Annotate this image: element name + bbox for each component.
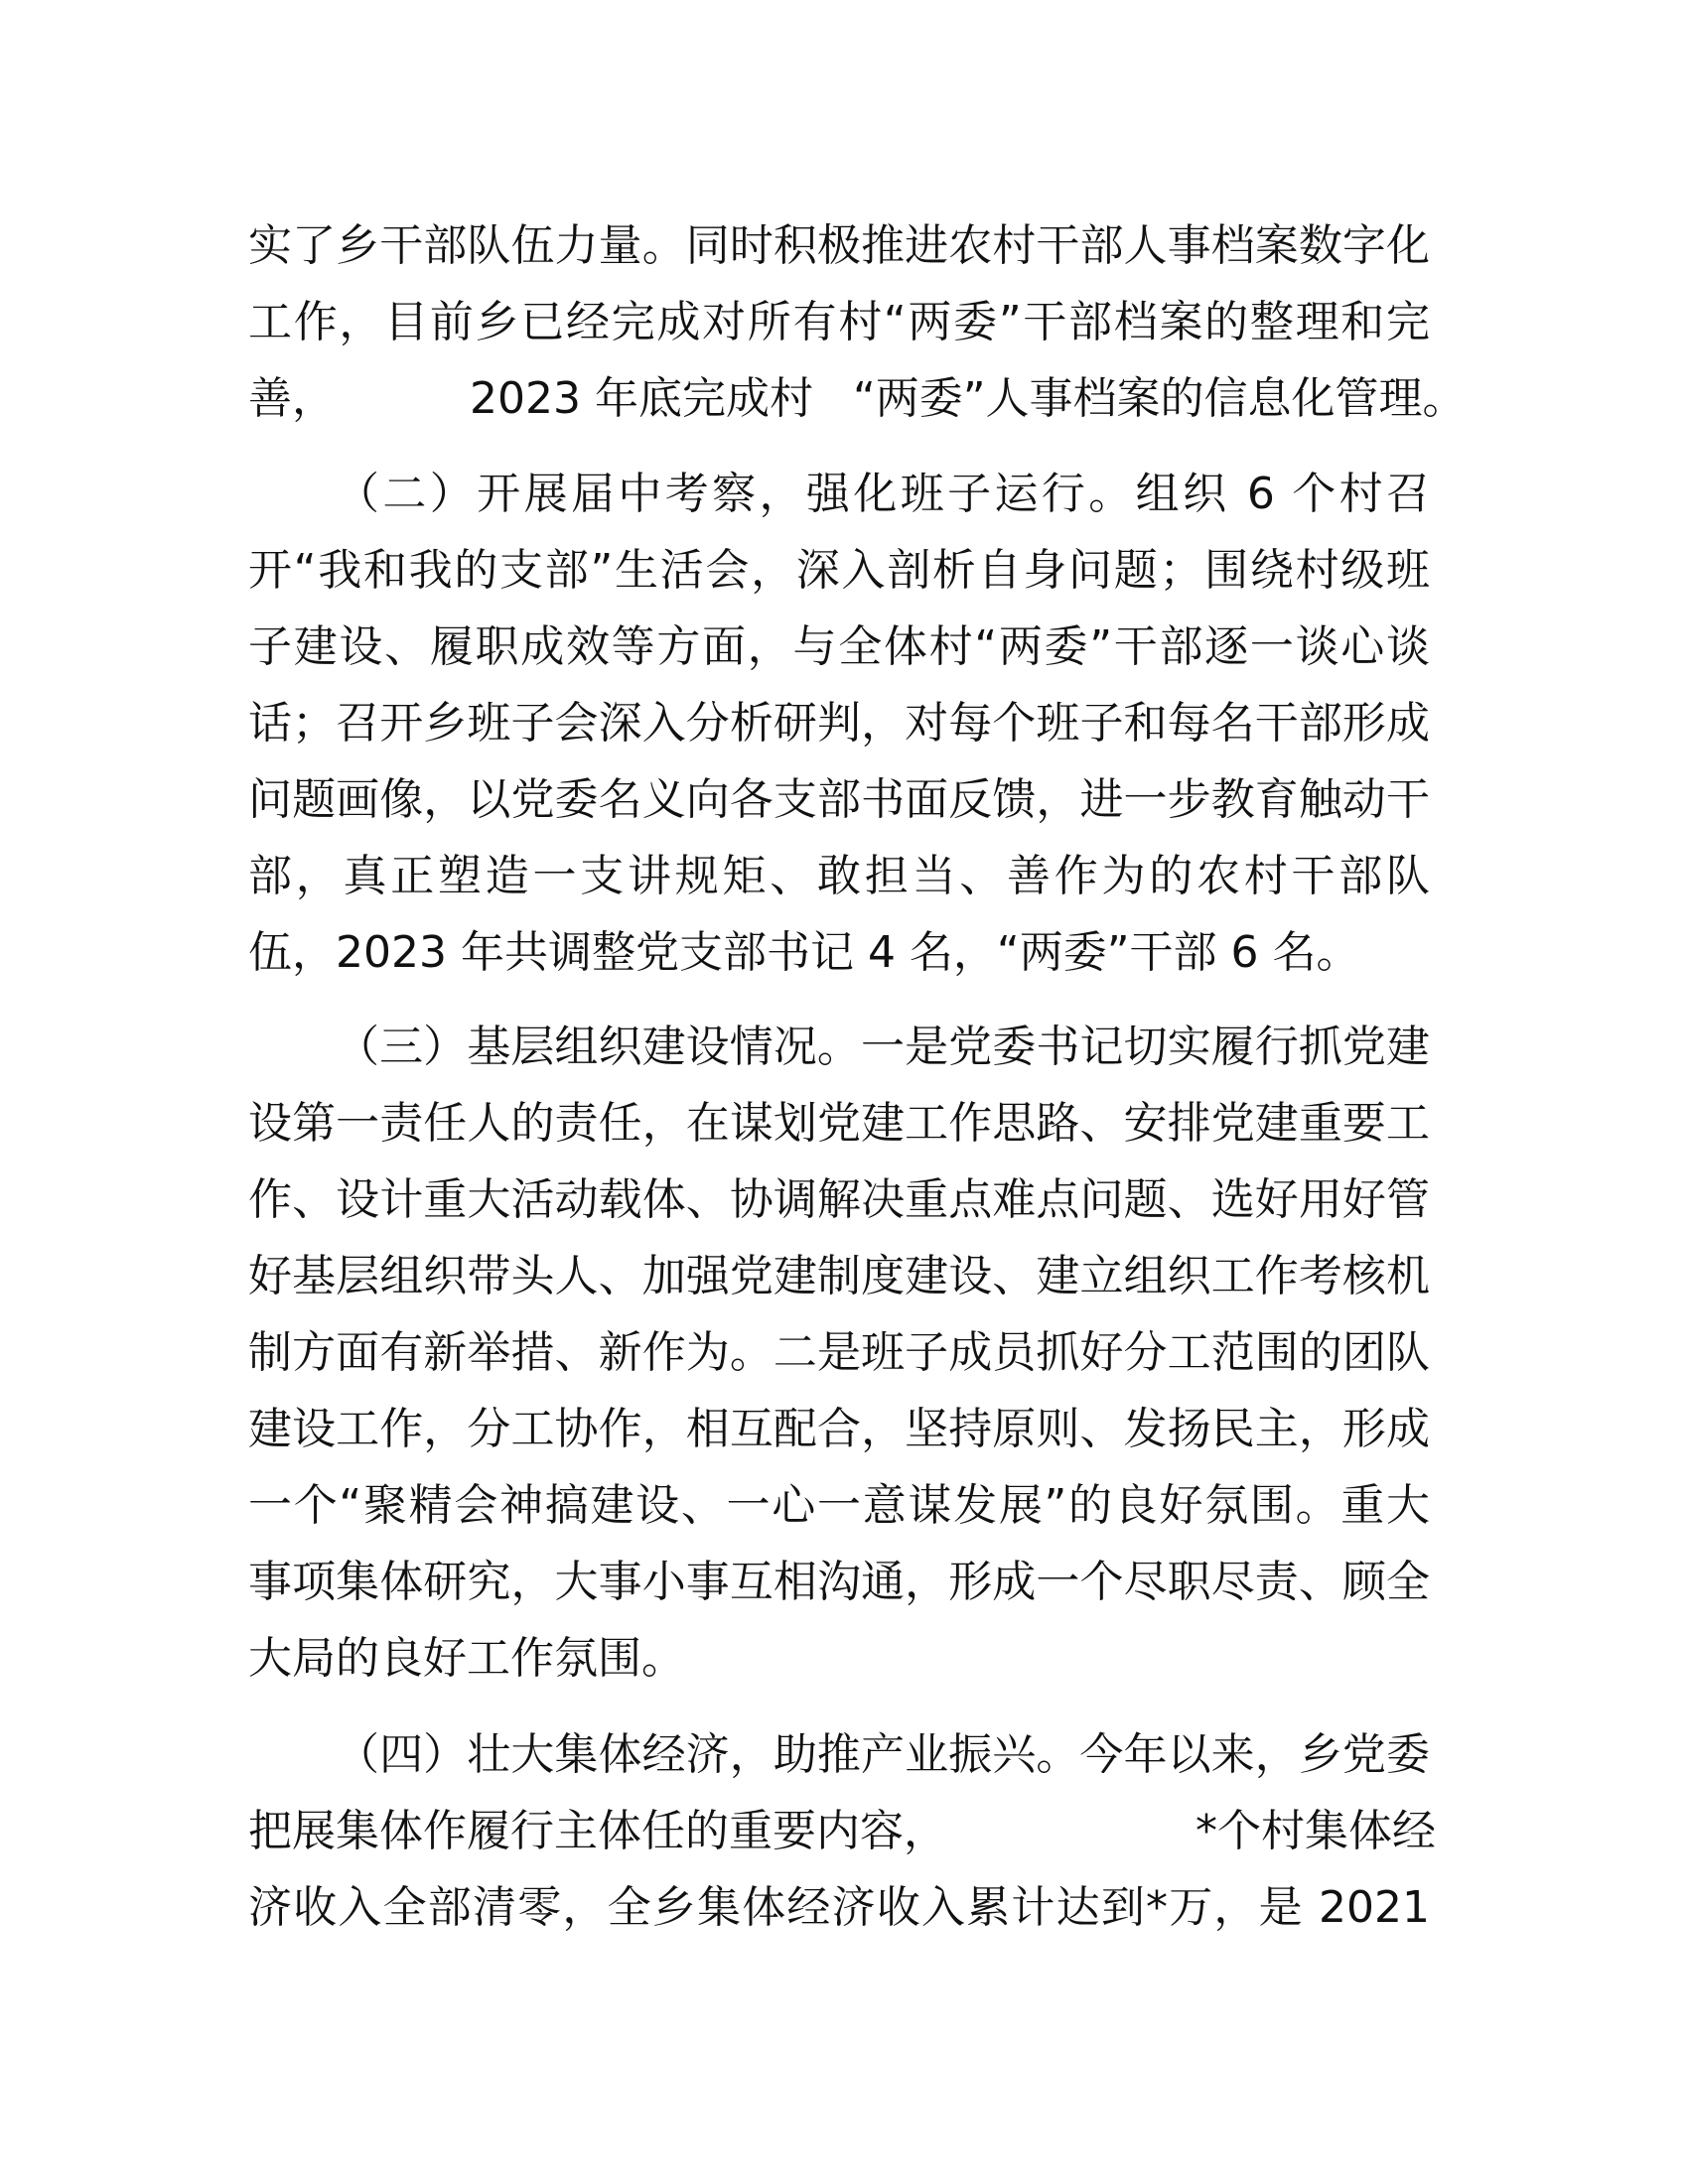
text-line: 制方面有新举措、新作为。二是班子成员抓好分工范围的团队 [248,1327,1430,1378]
text-line: 伍，2023 年共调整党支部书记 4 名，“两委”干部 6 名。 [248,927,1360,978]
text-line: 子建设、履职成效等方面，与全体村“两委”干部逐一谈心谈 [248,621,1430,672]
text-fragment: 2023 年底完成村 [470,373,813,424]
paragraph-first-line: （四）壮大集体经济，助推产业振兴。今年以来，乡党委 [336,1729,1430,1780]
text-line: 建设工作，分工协作，相互配合，坚持原则、发扬民主，形成 [248,1404,1430,1454]
text-line: 好基层组织带头人、加强党建制度建设、建立组织工作考核机 [248,1251,1430,1301]
paragraph-first-line: （三）基层组织建设情况。一是党委书记切实履行抓党建 [336,1022,1430,1072]
text-line: 设第一责任人的责任，在谋划党建工作思路、安排党建重要工 [248,1098,1430,1149]
text-line: 问题画像，以党委名义向各支部书面反馈，进一步教育触动干 [248,774,1430,825]
text-line: 济收入全部清零，全乡集体经济收入累计达到*万，是 2021 [248,1882,1430,1933]
text-line: 事项集体研究，大事小事互相沟通，形成一个尽职尽责、顾全 [248,1557,1430,1607]
text-line: 话；召开乡班子会深入分析研判，对每个班子和每名干部形成 [248,698,1430,749]
text-line: 实了乡干部队伍力量。同时积极推进农村干部人事档案数字化 [248,220,1430,271]
text-fragment: 把展集体作履行主体任的重要内容， [248,1806,947,1856]
text-line: 一个“聚精会神搞建设、一心一意谋发展”的良好氛围。重大 [248,1480,1430,1531]
text-line: 部，真正塑造一支讲规矩、敢担当、善作为的农村干部队 [248,851,1430,901]
text-line: 大局的良好工作氛围。 [248,1633,685,1684]
text-line: 开“我和我的支部”生活会，深入剖析自身问题；围绕村级班 [248,545,1430,596]
paragraph-first-line: （二）开展届中考察，强化班子运行。组织 6 个村召 [336,469,1430,519]
text-fragment: “两委”人事档案的信息化管理。 [852,373,1467,424]
text-line: 工作，目前乡已经完成对所有村“两委”干部档案的整理和完 [248,297,1430,347]
text-fragment: *个村集体经 [1196,1806,1436,1856]
text-fragment: 善， [248,373,336,424]
text-line [248,369,1467,429]
text-line [248,1802,1436,1861]
text-line: 作、设计重大活动载体、协调解决重点难点问题、选好用好管 [248,1174,1430,1225]
